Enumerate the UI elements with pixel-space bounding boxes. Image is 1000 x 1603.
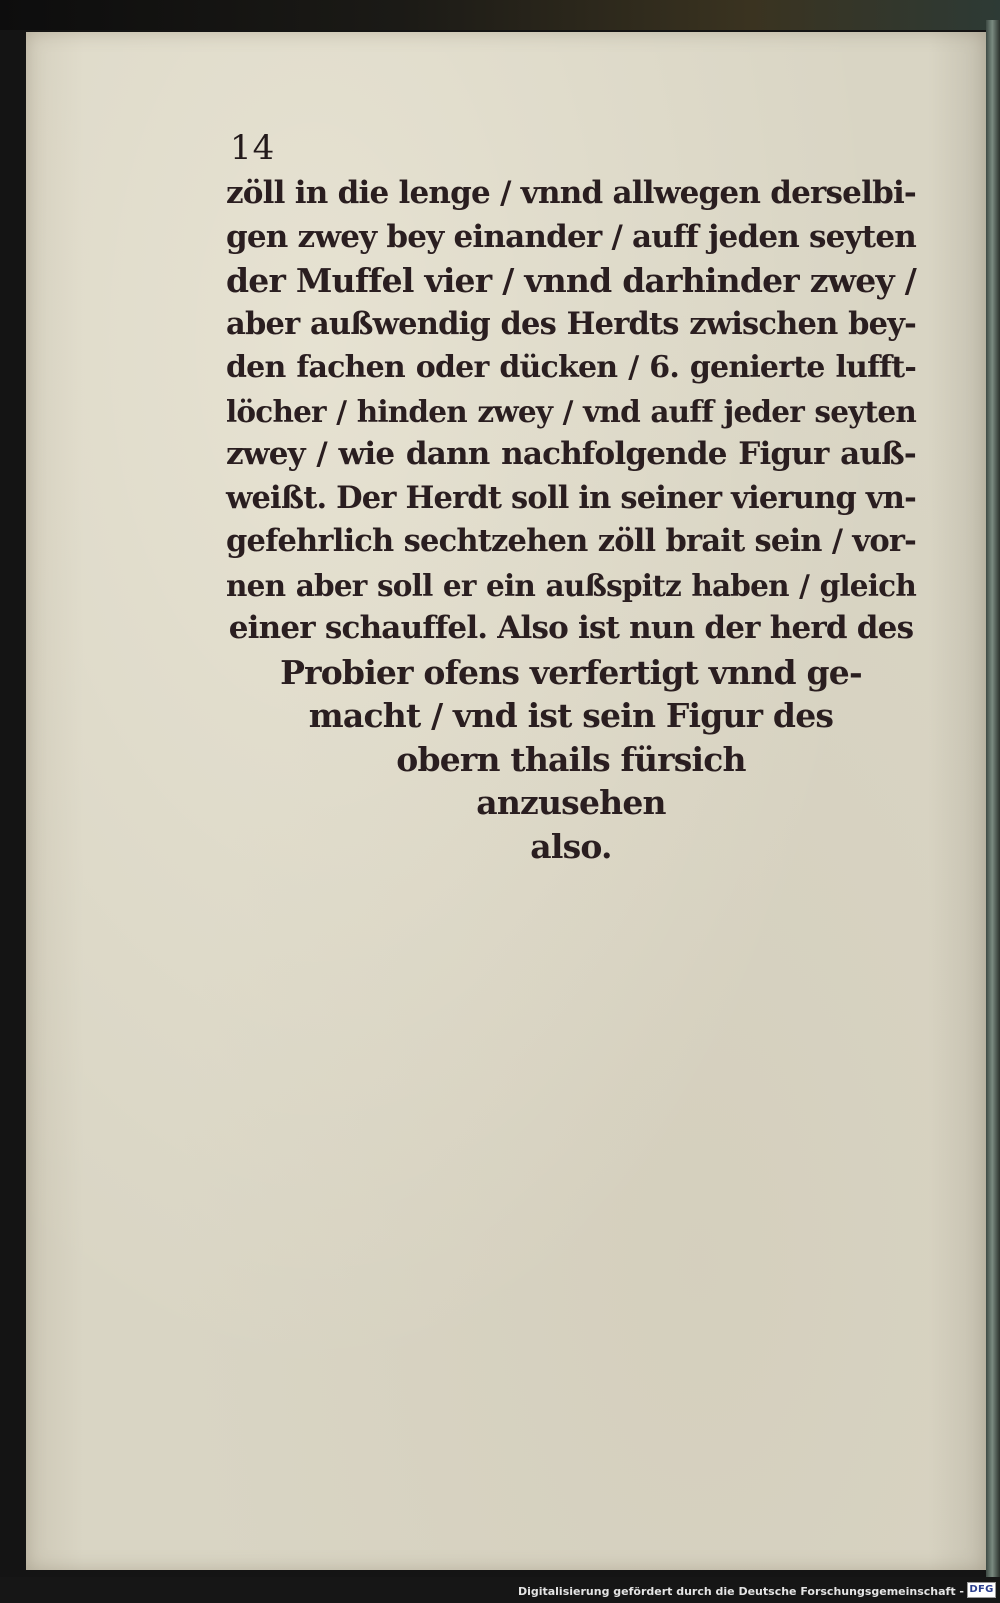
- text-line-6: löcher / hinden zwey / vnd auff jeder seyten: [226, 393, 916, 429]
- text-line-7: zwey / wie dann nachfolgende Figur auß-: [226, 436, 916, 472]
- text-line-12: Probier ofens verfertigt vnnd ge-: [280, 652, 862, 692]
- text-line-15: anzusehen: [476, 783, 666, 822]
- dfg-logo-icon: DFG: [967, 1582, 996, 1598]
- page-number: 14: [230, 128, 276, 168]
- text-line-5: den fachen oder dücken / 6. genierte lufft-: [226, 350, 916, 385]
- text-line-13: macht / vnd ist sein Figur des: [308, 696, 834, 735]
- text-line-4: aber außwendig des Herdts zwischen bey-: [226, 305, 916, 342]
- text-line-8: weißt. Der Herdt soll in seiner vierung vn-: [226, 479, 916, 516]
- digitization-credit: Digitalisierung gefördert durch die Deutsche Forschungsgemeinschaft -: [517, 1585, 964, 1598]
- text-line-16: also.: [530, 826, 612, 866]
- text-line-3: der Muffel vier / vnnd darhinder zwey /: [226, 261, 916, 300]
- text-line-1: zöll in die lenge / vnnd allwegen derselbi-: [226, 175, 916, 211]
- text-line-2: gen zwey bey einander / auff jeden seyten: [226, 218, 916, 255]
- book-fore-edge: [986, 20, 1000, 1580]
- text-line-14: obern thails fürsich: [396, 739, 746, 779]
- text-line-10: nen aber soll er ein außspitz haben / gleich: [226, 567, 916, 603]
- text-line-11: einer schauffel. Also ist nun der herd des: [228, 610, 914, 646]
- body-text: [226, 172, 916, 868]
- text-line-9: gefehrlich sechtzehen zöll brait sein / vor-: [226, 523, 916, 559]
- scan-top-edge: [0, 0, 1000, 30]
